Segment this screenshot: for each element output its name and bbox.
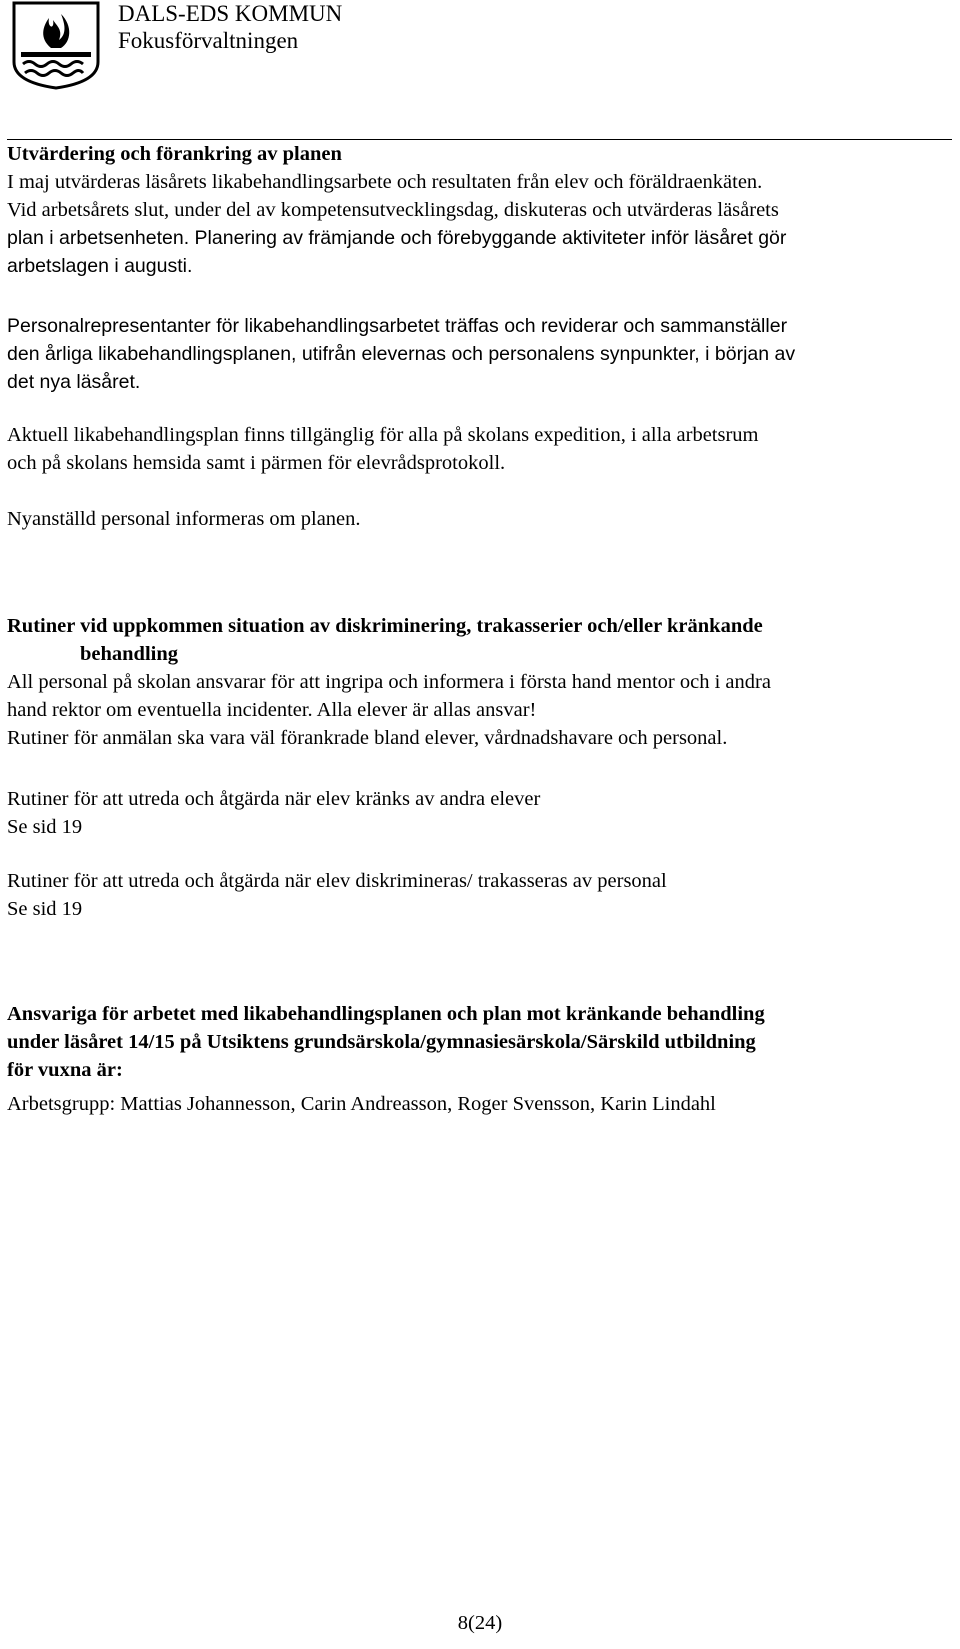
org-name: DALS-EDS KOMMUN (118, 1, 343, 26)
paragraph-line: Aktuell likabehandlingsplan finns tillgänglig för alla på skolans expedition, i alla arbetsrum (7, 424, 759, 446)
section-heading: Rutiner vid uppkommen situation av diskriminering, trakasserier och/eller kränkande (7, 615, 763, 637)
paragraph-line: och på skolans hemsida samt i pärmen för elevrådsprotokoll. (7, 452, 506, 474)
section-responsible (7, 1000, 957, 1118)
routine-title: Rutiner för att utreda och åtgärda när elev diskrimineras/ trakasseras av personal (7, 870, 667, 892)
paragraph-line: hand rektor om eventuella incidenter. Alla elever är allas ansvar! (7, 699, 537, 721)
section-heading: för vuxna är: (7, 1059, 123, 1081)
paragraph-line: All personal på skolan ansvarar för att ingripa och informera i första hand mentor och i andra (7, 671, 771, 693)
page-reference: Se sid 19 (7, 898, 83, 920)
header-text (118, 0, 342, 54)
section-heading: Utvärdering och förankring av planen (7, 143, 342, 165)
paragraph-line: det nya läsåret. (7, 371, 141, 393)
paragraph-availability (7, 421, 957, 477)
section-heading-continued: behandling (80, 643, 178, 665)
section-routines (7, 612, 957, 752)
paragraph-line: Nyanställd personal informeras om planen. (7, 508, 361, 530)
section-evaluation (7, 140, 957, 280)
department-name: Fokusförvaltningen (118, 28, 299, 53)
routine-title: Rutiner för att utreda och åtgärda när elev kränks av andra elever (7, 788, 541, 810)
paragraph-line: Personalrepresentanter för likabehandlingsarbetet träffas och reviderar och sammanställer (7, 315, 788, 337)
routine-students (7, 785, 957, 841)
page-reference: Se sid 19 (7, 816, 83, 838)
section-heading: Ansvariga för arbetet med likabehandlingsplanen och plan mot kränkande behandling (7, 1003, 765, 1025)
paragraph-new-staff (7, 505, 957, 533)
paragraph-personnel (7, 312, 957, 396)
paragraph-line: Rutiner för anmälan ska vara väl förankrade bland elever, vårdnadshavare och personal. (7, 727, 728, 749)
section-heading: under läsåret 14/15 på Utsiktens grundsärskola/gymnasiesärskola/Särskild utbildning (7, 1031, 756, 1053)
paragraph-line: I maj utvärderas läsårets likabehandlingsarbete och resultaten från elev och föräldraenkäten. (7, 171, 763, 193)
paragraph-line: Vid arbetsårets slut, under del av kompetensutvecklingsdag, diskuteras och utvärderas läsårets (7, 199, 779, 221)
routine-staff (7, 867, 957, 923)
page-number: 8(24) (457, 1612, 503, 1634)
workgroup-members: Arbetsgrupp: Mattias Johannesson, Carin Andreasson, Roger Svensson, Karin Lindahl (7, 1093, 716, 1115)
municipal-crest-icon (11, 0, 101, 90)
paragraph-line: plan i arbetsenheten. Planering av främjande och förebyggande aktiviteter inför läsåret gör (7, 227, 787, 249)
paragraph-line: arbetslagen i augusti. (7, 255, 193, 277)
paragraph-line: den årliga likabehandlingsplanen, utifrån elevernas och personalens synpunkter, i början av (7, 343, 796, 365)
